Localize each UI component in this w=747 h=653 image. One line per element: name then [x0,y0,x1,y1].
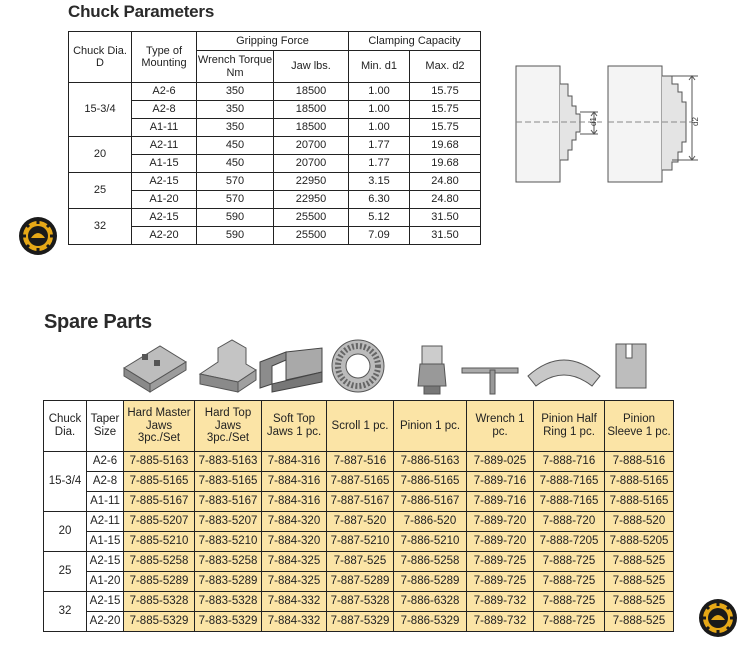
header-pinion-sleeve: Pinion Sleeve 1 pc. [605,401,674,452]
soft-top-jaws-icon [260,348,322,392]
pinion-sleeve-cell: 7-888-5165 [605,472,674,492]
scroll-cell: 7-887-5289 [327,572,394,592]
wrench-cell: 7-889-720 [467,532,534,552]
hard-top-cell: 7-883-5165 [195,472,262,492]
taper-size-cell: A2-8 [87,472,124,492]
hard-master-cell: 7-885-5258 [124,552,195,572]
header-max-d2: Max. d2 [410,51,481,83]
pinion-sleeve-cell: 7-888-5165 [605,492,674,512]
mount-cell: A2-15 [132,209,197,227]
table-row [44,572,674,592]
max-cell: 15.75 [410,101,481,119]
table-row [69,83,481,101]
jaw-cell: 18500 [274,83,349,101]
pinion-half-ring-cell: 7-888-7205 [534,532,605,552]
scroll-cell: 7-887-5165 [327,472,394,492]
hard-top-cell: 7-883-5328 [195,592,262,612]
torque-cell: 450 [197,155,274,173]
pinion-half-ring-icon [528,360,600,386]
jaw-cell: 25500 [274,227,349,245]
hard-top-cell: 7-883-5163 [195,452,262,472]
soft-top-cell: 7-884-320 [262,532,327,552]
pinion-half-ring-cell: 7-888-725 [534,552,605,572]
hard-top-cell: 7-883-5210 [195,532,262,552]
pinion-half-ring-cell: 7-888-725 [534,592,605,612]
hard-master-cell: 7-885-5167 [124,492,195,512]
scroll-cell: 7-887-5167 [327,492,394,512]
hard-master-cell: 7-885-5328 [124,592,195,612]
wrench-cell: 7-889-732 [467,592,534,612]
table-row [44,492,674,512]
pinion-sleeve-cell: 7-888-520 [605,512,674,532]
wrench-cell: 7-889-716 [467,492,534,512]
mount-cell: A1-15 [132,155,197,173]
soft-top-cell: 7-884-325 [262,552,327,572]
torque-cell: 350 [197,101,274,119]
header-jaw-lbs: Jaw lbs. [274,51,349,83]
min-cell: 1.77 [349,137,410,155]
jaw-cell: 20700 [274,155,349,173]
pinion-cell: 7-886-5329 [394,612,467,632]
soft-top-cell: 7-884-316 [262,472,327,492]
header-min-d1: Min. d1 [349,51,410,83]
wrench-cell: 7-889-720 [467,512,534,532]
taper-size-cell: A1-15 [87,532,124,552]
wrench-cell: 7-889-716 [467,472,534,492]
header-hard-master-jaws: Hard Master Jaws 3pc./Set [124,401,195,452]
soft-top-cell: 7-884-332 [262,592,327,612]
hard-top-cell: 7-883-5167 [195,492,262,512]
min-cell: 1.00 [349,119,410,137]
table-row [44,532,674,552]
pinion-half-ring-cell: 7-888-725 [534,572,605,592]
chuck-dia-cell: 20 [69,137,132,173]
hard-top-cell: 7-883-5329 [195,612,262,632]
scroll-cell: 7-887-520 [327,512,394,532]
header-type-of-mounting: Type of Mounting [132,32,197,83]
torque-cell: 570 [197,173,274,191]
jaw-cell: 18500 [274,101,349,119]
company-logo-icon [698,598,738,638]
pinion-half-ring-cell: 7-888-7165 [534,492,605,512]
chuck-dia-cell: 25 [69,173,132,209]
pinion-sleeve-cell: 7-888-525 [605,552,674,572]
hard-master-cell: 7-885-5210 [124,532,195,552]
pinion-cell: 7-886-5165 [394,472,467,492]
wrench-cell: 7-889-725 [467,552,534,572]
header-pinion-half-ring: Pinion Half Ring 1 pc. [534,401,605,452]
soft-top-cell: 7-884-316 [262,492,327,512]
pinion-cell: 7-886-5210 [394,532,467,552]
hard-master-cell: 7-885-5165 [124,472,195,492]
jaw-cell: 22950 [274,173,349,191]
table-row [44,472,674,492]
taper-size-cell: A1-11 [87,492,124,512]
chuck-dia-cell: 15-3/4 [69,83,132,137]
pinion-cell: 7-886-6328 [394,592,467,612]
hard-master-cell: 7-885-5289 [124,572,195,592]
spare-parts-images [120,338,660,396]
torque-cell: 350 [197,119,274,137]
jaw-cell: 22950 [274,191,349,209]
max-cell: 15.75 [410,83,481,101]
wrench-cell: 7-889-025 [467,452,534,472]
pinion-half-ring-cell: 7-888-725 [534,612,605,632]
jaw-cell: 18500 [274,119,349,137]
hard-top-cell: 7-883-5289 [195,572,262,592]
pinion-sleeve-cell: 7-888-525 [605,592,674,612]
table-row [69,173,481,191]
pinion-cell: 7-886-5163 [394,452,467,472]
pinion-half-ring-cell: 7-888-7165 [534,472,605,492]
pinion-icon [418,346,446,394]
table-row [44,512,674,532]
chuck-dia-cell: 32 [44,592,87,632]
hard-master-cell: 7-885-5329 [124,612,195,632]
taper-size-cell: A2-20 [87,612,124,632]
table-row [44,612,674,632]
torque-cell: 590 [197,209,274,227]
min-cell: 1.00 [349,101,410,119]
scroll-cell: 7-887-5210 [327,532,394,552]
table-row [44,452,674,472]
table-row [44,592,674,612]
mount-cell: A1-20 [132,191,197,209]
table-row [44,552,674,572]
header-chuck-dia: Chuck Dia. D [69,32,132,83]
hard-top-jaws-icon [200,340,256,392]
d1-label: d1 [589,117,598,126]
header-wrench: Wrench 1 pc. [467,401,534,452]
scroll-cell: 7-887-5328 [327,592,394,612]
max-cell: 15.75 [410,119,481,137]
chuck-parameters-table [68,31,481,245]
chuck-dia-cell: 32 [69,209,132,245]
pinion-sleeve-cell: 7-888-516 [605,452,674,472]
max-cell: 24.80 [410,191,481,209]
header-gripping-force: Gripping Force [197,32,349,51]
pinion-half-ring-cell: 7-888-716 [534,452,605,472]
torque-cell: 450 [197,137,274,155]
chuck-parameters-title: Chuck Parameters [68,2,215,21]
max-cell: 31.50 [410,227,481,245]
jaw-cell: 25500 [274,209,349,227]
chuck-dia-cell: 20 [44,512,87,552]
max-cell: 19.68 [410,137,481,155]
pinion-cell: 7-886-520 [394,512,467,532]
pinion-cell: 7-886-5289 [394,572,467,592]
jaw-cell: 20700 [274,137,349,155]
soft-top-cell: 7-884-320 [262,512,327,532]
min-cell: 1.77 [349,155,410,173]
min-cell: 3.15 [349,173,410,191]
pinion-cell: 7-886-5258 [394,552,467,572]
mount-cell: A2-6 [132,83,197,101]
header-clamping-capacity: Clamping Capacity [349,32,481,51]
max-cell: 31.50 [410,209,481,227]
torque-cell: 590 [197,227,274,245]
soft-top-cell: 7-884-325 [262,572,327,592]
min-cell: 1.00 [349,83,410,101]
header-hard-top-jaws: Hard Top Jaws 3pc./Set [195,401,262,452]
table-row [69,209,481,227]
wrench-cell: 7-889-732 [467,612,534,632]
chuck-diagram [512,62,712,186]
chuck-dia-cell: 25 [44,552,87,592]
taper-size-cell: A2-15 [87,592,124,612]
hard-top-cell: 7-883-5258 [195,552,262,572]
mount-cell: A2-15 [132,173,197,191]
taper-size-cell: A2-15 [87,552,124,572]
taper-size-cell: A2-11 [87,512,124,532]
soft-top-cell: 7-884-316 [262,452,327,472]
min-cell: 7.09 [349,227,410,245]
mount-cell: A2-8 [132,101,197,119]
max-cell: 19.68 [410,155,481,173]
chuck-dia-cell: 15-3/4 [44,452,87,512]
pinion-half-ring-cell: 7-888-720 [534,512,605,532]
hard-master-cell: 7-885-5163 [124,452,195,472]
taper-size-cell: A1-20 [87,572,124,592]
soft-top-cell: 7-884-332 [262,612,327,632]
mount-cell: A1-11 [132,119,197,137]
pinion-sleeve-cell: 7-888-525 [605,572,674,592]
company-logo-icon [18,216,58,256]
header-chuck-dia: Chuck Dia. [44,401,87,452]
mount-cell: A2-11 [132,137,197,155]
torque-cell: 570 [197,191,274,209]
header-wrench-torque: Wrench Torque Nm [197,51,274,83]
table-row [69,137,481,155]
header-scroll: Scroll 1 pc. [327,401,394,452]
d2-label: d2 [691,117,700,126]
scroll-cell: 7-887-5329 [327,612,394,632]
min-cell: 5.12 [349,209,410,227]
spare-parts-table [43,400,674,632]
taper-size-cell: A2-6 [87,452,124,472]
min-cell: 6.30 [349,191,410,209]
hard-master-cell: 7-885-5207 [124,512,195,532]
max-cell: 24.80 [410,173,481,191]
pinion-sleeve-cell: 7-888-5205 [605,532,674,552]
scroll-cell: 7-887-516 [327,452,394,472]
wrench-cell: 7-889-725 [467,572,534,592]
hard-master-jaws-icon [124,346,186,392]
header-pinion: Pinion 1 pc. [394,401,467,452]
scroll-icon [332,340,384,392]
mount-cell: A2-20 [132,227,197,245]
hard-top-cell: 7-883-5207 [195,512,262,532]
pinion-sleeve-icon [616,344,646,388]
spare-parts-title: Spare Parts [44,311,152,333]
pinion-sleeve-cell: 7-888-525 [605,612,674,632]
header-taper-size: Taper Size [87,401,124,452]
scroll-cell: 7-887-525 [327,552,394,572]
torque-cell: 350 [197,83,274,101]
pinion-cell: 7-886-5167 [394,492,467,512]
wrench-icon [462,368,518,394]
header-soft-top-jaws: Soft Top Jaws 1 pc. [262,401,327,452]
